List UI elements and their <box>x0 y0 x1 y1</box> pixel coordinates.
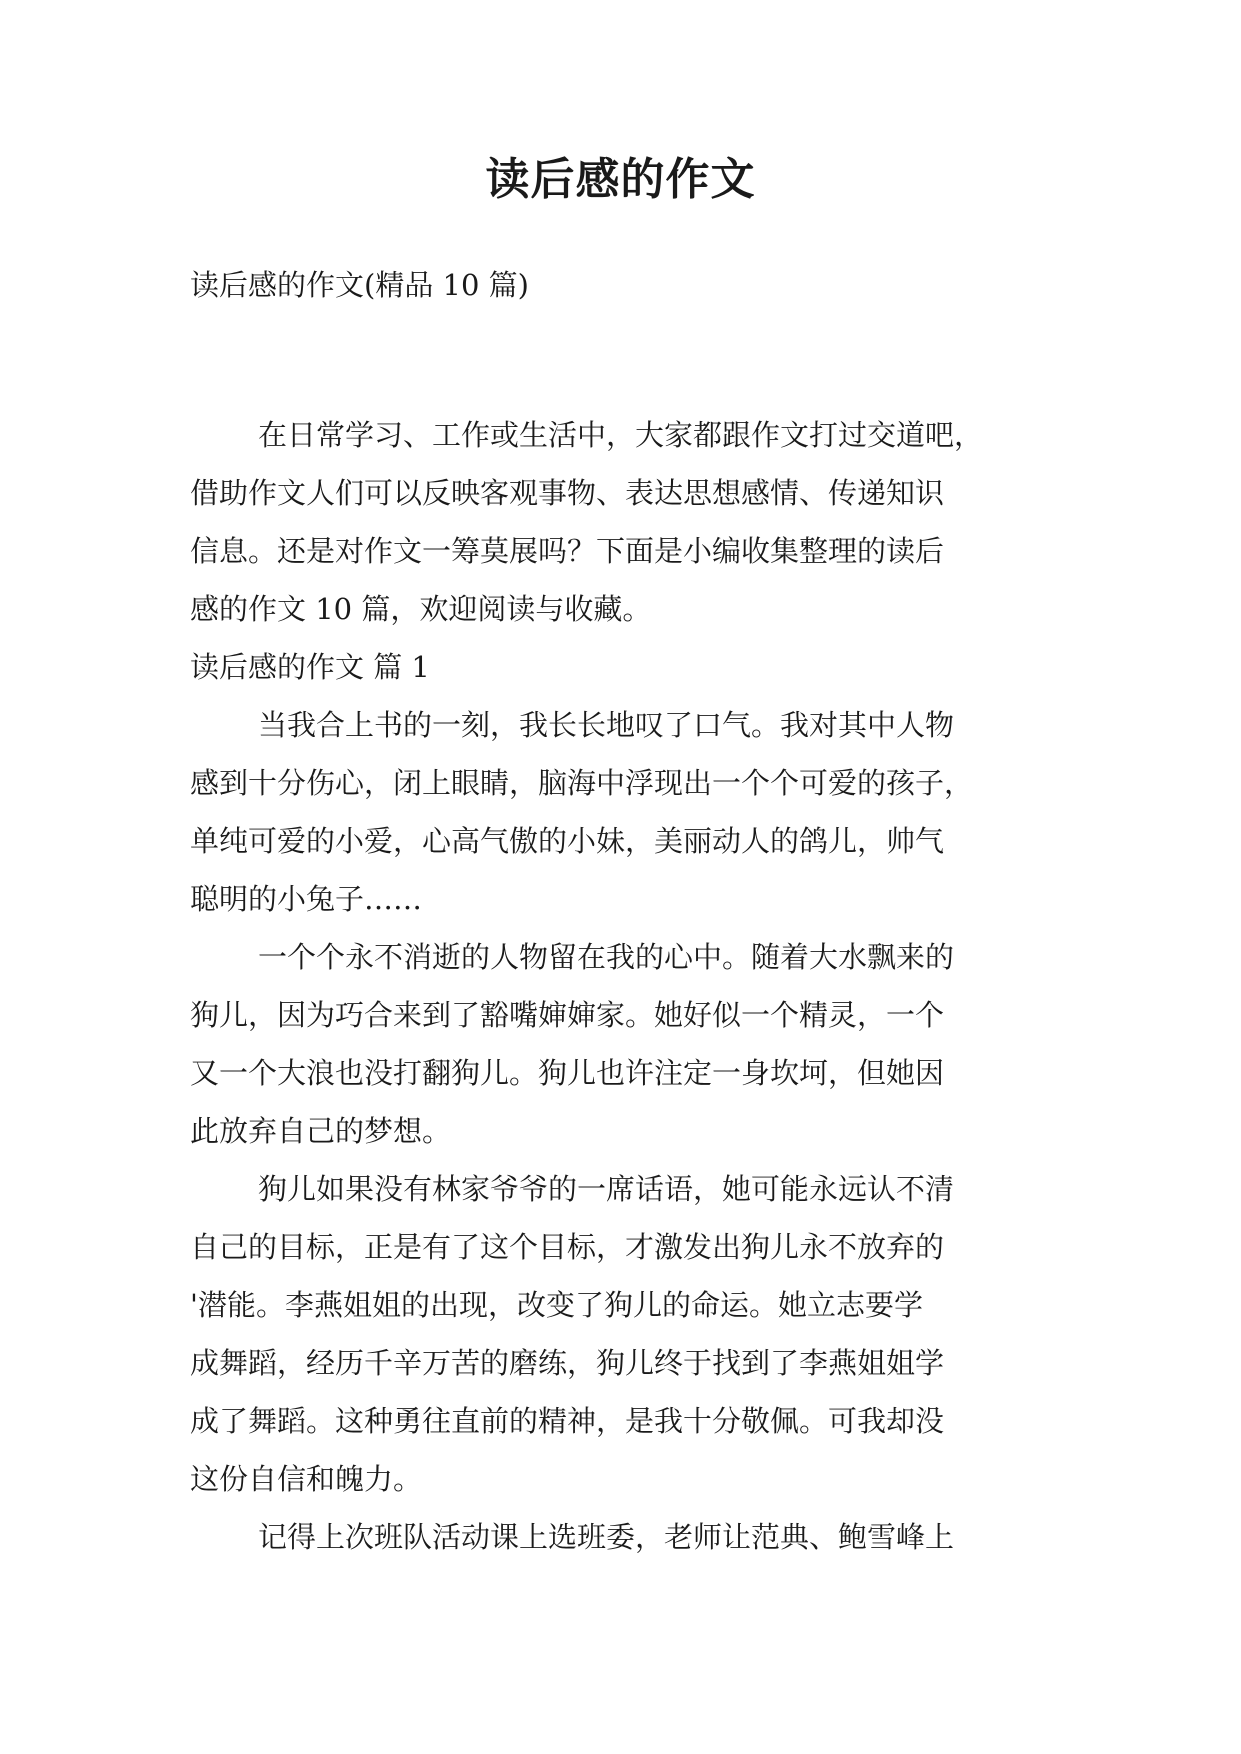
text-line: 单纯可爱的小爱，心高气傲的小妹，美丽动人的鸽儿，帅气 <box>190 824 945 858</box>
text-line: '潜能。李燕姐姐的出现，改变了狗儿的命运。她立志要学 <box>190 1288 923 1322</box>
text-line: 感到十分伤心，闭上眼睛，脑海中浮现出一个个可爱的孩子， <box>190 766 974 800</box>
text-line: 聪明的小兔子…… <box>190 882 423 916</box>
text-line: 这份自信和魄力。 <box>190 1462 423 1496</box>
document-body <box>190 406 1050 1566</box>
text-line: 借助作文人们可以反映客观事物、表达思想感情、传递知识 <box>190 476 945 510</box>
text-line: 成舞蹈，经历千辛万苦的磨练，狗儿终于找到了李燕姐姐学 <box>190 1346 945 1380</box>
text-line: 读后感的作文 篇 1 <box>190 650 430 684</box>
text-line: 自己的目标，正是有了这个目标，才激发出狗儿永不放弃的 <box>190 1230 945 1264</box>
text-line: 狗儿，因为巧合来到了豁嘴婶婶家。她好似一个精灵，一个 <box>190 998 945 1032</box>
text-line: 当我合上书的一刻，我长长地叹了口气。我对其中人物 <box>258 708 955 742</box>
text-line: 此放弃自己的梦想。 <box>190 1114 452 1148</box>
text-line: 信息。还是对作文一筹莫展吗？下面是小编收集整理的读后 <box>190 534 945 568</box>
text-line: 又一个大浪也没打翻狗儿。狗儿也许注定一身坎坷，但她因 <box>190 1056 945 1090</box>
document-subtitle: 读后感的作文(精品 10 篇) <box>190 268 529 302</box>
text-line: 成了舞蹈。这种勇往直前的精神，是我十分敬佩。可我却没 <box>190 1404 945 1438</box>
text-line: 记得上次班队活动课上选班委，老师让范典、鲍雪峰上 <box>258 1520 955 1554</box>
document-title: 读后感的作文 <box>485 154 756 205</box>
text-line: 在日常学习、工作或生活中，大家都跟作文打过交道吧， <box>258 418 984 452</box>
text-line: 狗儿如果没有林家爷爷的一席话语，她可能永远认不清 <box>258 1172 955 1206</box>
text-line: 感的作文 10 篇，欢迎阅读与收藏。 <box>190 592 652 626</box>
text-line: 一个个永不消逝的人物留在我的心中。随着大水飘来的 <box>258 940 955 974</box>
